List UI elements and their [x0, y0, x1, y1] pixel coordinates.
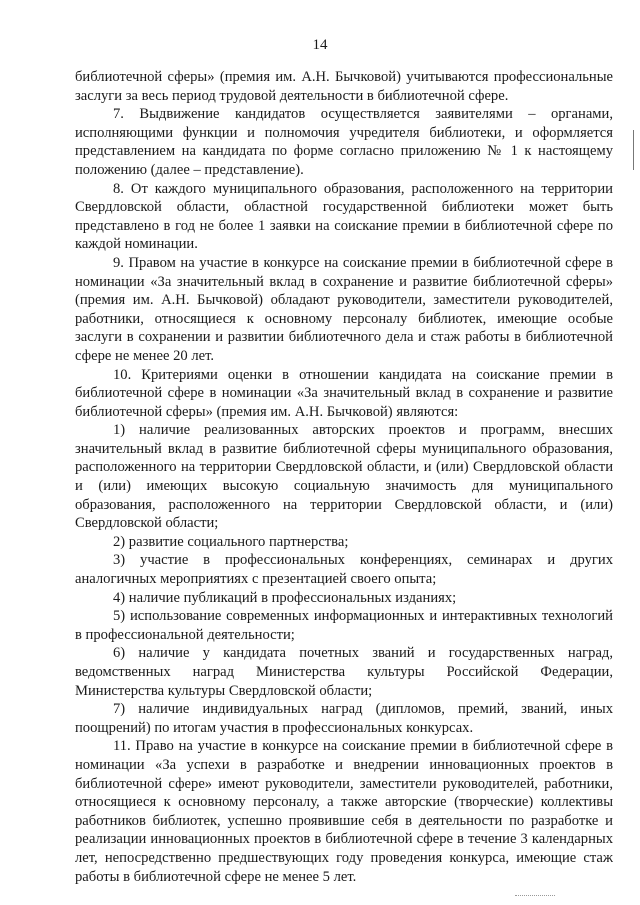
- paragraph-item-11: 11. Право на участие в конкурсе на соискание премии в библиотечной сфере в номинации «За успехи в разработке и внедрении инновационных проектов в библиотечной сфере» имеют руководители, заместители руководителей, работники, относящиеся к основному персоналу, а также авторские (творческие) коллективы работников библиотек, успешно проявившие себя в деятельности по разработке и реализации инновационных проектов в библиотечной сфере в течение 3 календарных лет, непосредственно предшествующих году проведения конкурса, имеющие стаж работы в библиотечной сфере не менее 5 лет.: [75, 738, 613, 885]
- criterion-3: 3) участие в профессиональных конференциях, семинарах и других аналогичных мероприятиях с презентацией своего опыта;: [75, 552, 613, 588]
- document-body: [75, 68, 613, 886]
- criterion-5: 5) использование современных информационных и интерактивных технологий в профессиональной деятельности;: [75, 608, 613, 643]
- criterion-6: 6) наличие у кандидата почетных званий и государственных наград, ведомственных наград Министерства культуры Российской Федерации, Министерства культуры Свердловской области;: [75, 645, 613, 699]
- criterion-7: 7) наличие индивидуальных наград (дипломов, премий, званий, иных поощрений) по итогам участия в профессиональных конкурсах.: [75, 701, 613, 736]
- paragraph-item-7: 7. Выдвижение кандидатов осуществляется заявителями – органами, исполняющими функции и полномочия учредителя библиотеки, и оформляется представлением на кандидата по форме согласно приложению № 1 к настоящему положению (далее – представление).: [75, 106, 613, 178]
- scan-artifact: [515, 895, 555, 898]
- paragraph-continuation: библиотечной сферы» (премия им. А.Н. Бычковой) учитываются профессиональные заслуги за весь период трудовой деятельности в библиотечной сфере.: [75, 69, 613, 104]
- scan-margin-mark: [633, 130, 634, 170]
- paragraph-item-9: 9. Правом на участие в конкурсе на соискание премии в библиотечной сфере в номинации «За значительный вклад в сохранение и развитие библиотечной сферы» (премия им. А.Н. Бычковой) обладают руководители, заместители руководителей, работники, относящиеся к основному персоналу библиотек, имеющие особые заслуги в сохранении и развитии библиотечного дела и стаж работы в библиотечной сфере не менее 20 лет.: [75, 254, 613, 364]
- page-number: 14: [312, 37, 328, 53]
- criterion-2: 2) развитие социального партнерства;: [113, 533, 349, 550]
- paragraph-item-8: 8. От каждого муниципального образования, расположенного на территории Свердловской области, областной государственной библиотеки может быть представлено в год не более 1 заявки на соискание премии в библиотечной сфере по каждой номинации.: [75, 180, 613, 253]
- criterion-1: 1) наличие реализованных авторских проектов и программ, внесших значительный вклад в развитие библиотечной сферы муниципального образования, расположенного на территории Свердловской области, и (или) Свердловской области и (или) имеющих высокую социальную значимость для муниципального образования, расположенного на территории Свердловской области, и (или) Свердловской области;: [75, 422, 613, 532]
- paragraph-item-10: 10. Критериями оценки в отношении кандидата на соискание премии в библиотечной сфере в номинации «За значительный вклад в сохранение и развитие библиотечной сферы» (премия им. А.Н. Бычковой) являются:: [75, 366, 613, 420]
- criterion-4: 4) наличие публикаций в профессиональных изданиях;: [113, 589, 457, 606]
